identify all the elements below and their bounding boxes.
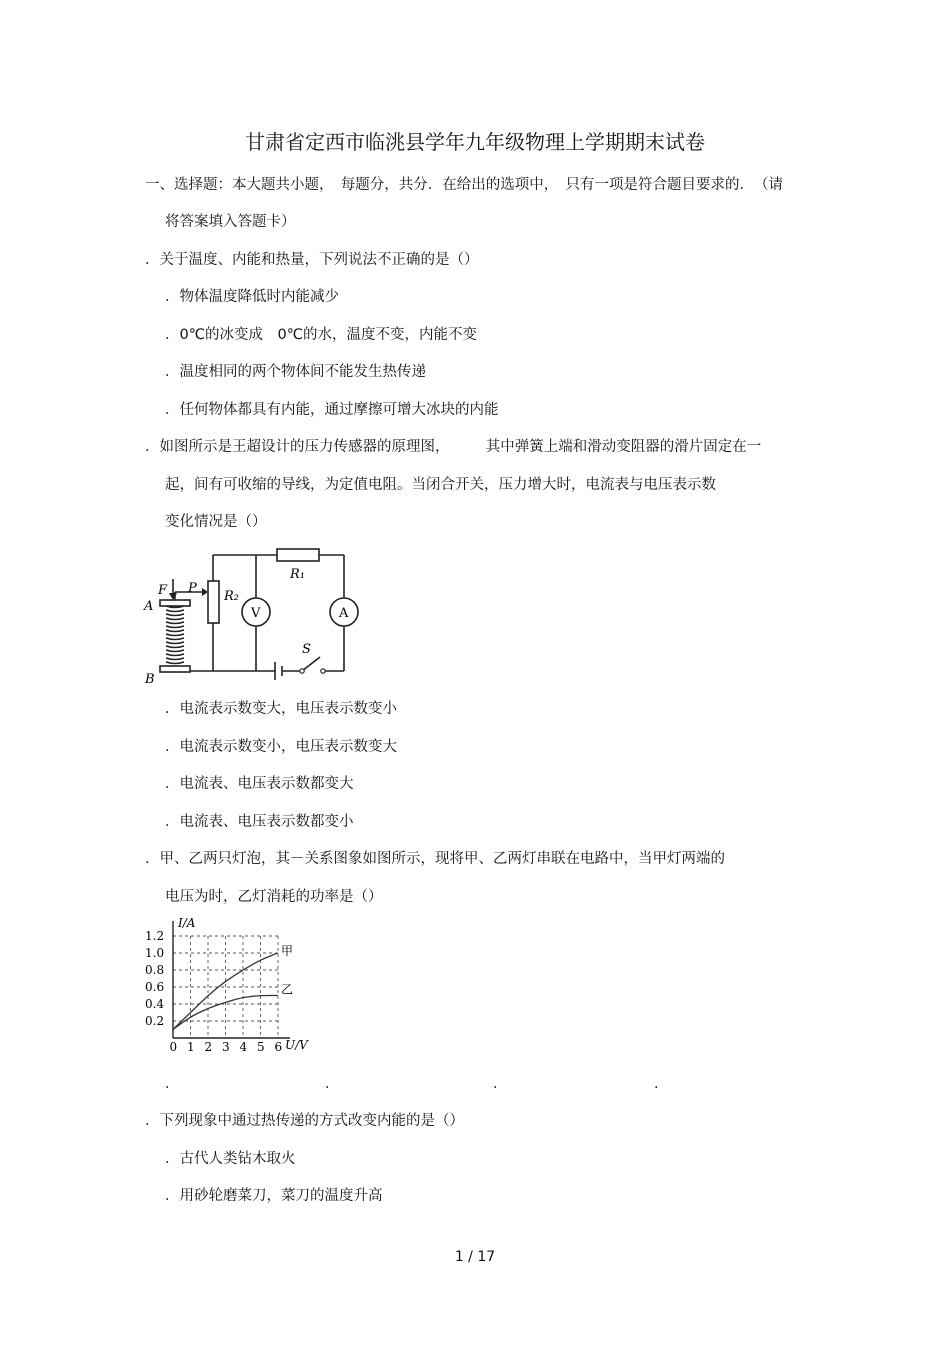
q2-stem-line3: 变化情况是（） <box>165 514 267 530</box>
series-label: 甲 <box>281 944 294 958</box>
series-line-yi <box>173 996 278 1030</box>
x-tick-label: 6 <box>274 1040 283 1054</box>
q4-option: ．古代人类钻木取火 <box>165 1151 296 1167</box>
page-title: 甘肃省定西市临洮县学年九年级物理上学期期末试卷 <box>245 130 705 154</box>
q2-option: ．电流表、电压表示数都变小 <box>165 814 354 830</box>
label-R2: R₂ <box>224 589 239 604</box>
q2-option: ．电流表示数变大，电压表示数变小 <box>165 701 397 717</box>
label-R1: R₁ <box>290 567 305 582</box>
x-tick-label: 2 <box>204 1040 213 1054</box>
section-heading: 一、选择题：本大题共小题， 每题分，共分．在给出的选项中， 只有一项是符合题目要求的． （请 <box>145 177 783 193</box>
label-A: A <box>144 599 154 614</box>
ammeter-label: A <box>339 606 349 621</box>
q3-option-marker: ． <box>493 1076 508 1092</box>
q3-option-marker: ． <box>325 1076 340 1092</box>
q2-stem-line2: 起，间有可收缩的导线，为定值电阻。当闭合开关，压力增大时，电流表与电压表示数 <box>165 477 716 493</box>
y-tick-label: 0.2 <box>145 1014 165 1028</box>
section-heading-cont: 将答案填入答题卡） <box>165 214 296 230</box>
x-tick-label: 1 <box>187 1040 195 1054</box>
x-tick-label: 5 <box>257 1040 265 1054</box>
y-tick-label: 0.4 <box>145 997 165 1011</box>
label-B: B <box>145 672 155 685</box>
q4-stem: ．下列现象中通过热传递的方式改变内能的是（） <box>145 1113 464 1129</box>
q3-option-marker: ． <box>165 1076 180 1092</box>
label-P: P <box>188 581 197 596</box>
q3-option-marker: ． <box>654 1076 669 1092</box>
q1-option: ．0℃的冰变成 0℃的水，温度不变，内能不变 <box>165 327 478 343</box>
q1-stem: ．关于温度、内能和热量，下列说法不正确的是（） <box>145 252 479 268</box>
y-tick-label: 0.8 <box>145 963 165 977</box>
q2-stem: ．如图所示是王超设计的压力传感器的原理图， 其中弹簧上端和滑动变阻器的滑片固定在一 <box>145 439 762 455</box>
label-S: S <box>302 642 311 657</box>
x-tick-label: 0 <box>169 1040 178 1054</box>
q1-option: ．任何物体都具有内能，通过摩擦可增大冰块的内能 <box>165 402 499 418</box>
q3-stem-line2: 电压为时，乙灯消耗的功率是（） <box>165 889 383 905</box>
q1-option: ．温度相同的两个物体间不能发生热传递 <box>165 364 426 380</box>
x-axis-label: U/V <box>285 1038 308 1052</box>
x-tick-label: 4 <box>239 1040 248 1054</box>
q3-stem: ．甲、乙两只灯泡，其－关系图象如图所示，现将甲、乙两灯串联在电路中，当甲灯两端的 <box>145 851 725 867</box>
series-label: 乙 <box>281 982 294 997</box>
y-tick-label: 1.0 <box>145 946 165 960</box>
q2-option: ．电流表示数变小，电压表示数变大 <box>165 739 397 755</box>
q4-option: ．用砂轮磨菜刀，菜刀的温度升高 <box>165 1188 383 1204</box>
y-axis-label: I/A <box>178 916 196 930</box>
y-tick-label: 0.6 <box>145 980 165 994</box>
circuit-diagram <box>140 545 365 685</box>
q2-option: ．电流表、电压表示数都变大 <box>165 776 354 792</box>
voltmeter-label: V <box>251 606 261 621</box>
iv-chart <box>140 915 325 1063</box>
label-F: F <box>158 583 168 598</box>
q1-option: ．物体温度降低时内能减少 <box>165 289 339 305</box>
page-number: 1 / 17 <box>454 1249 496 1265</box>
y-tick-label: 1.2 <box>145 929 165 943</box>
x-tick-label: 3 <box>222 1040 230 1054</box>
